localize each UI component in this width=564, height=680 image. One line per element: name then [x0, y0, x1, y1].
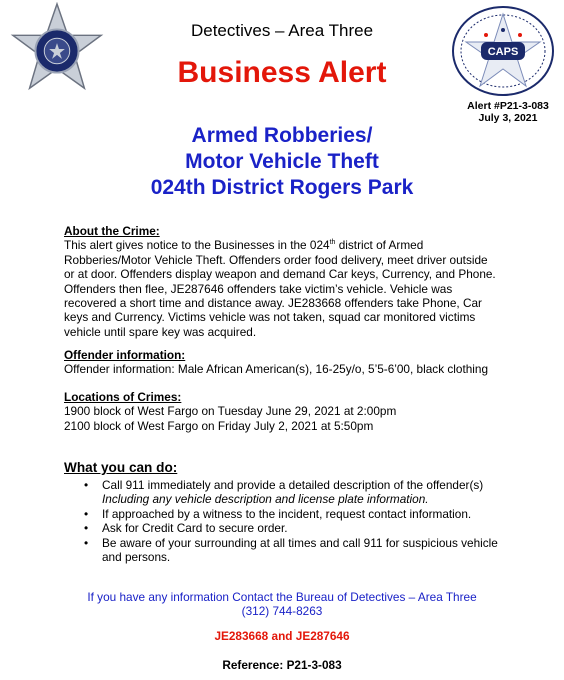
case-numbers: JE283668 and JE287646 — [214, 629, 350, 643]
advice-item: • Ask for Credit Card to secure order. — [84, 521, 288, 536]
reference-number: Reference: P21-3-083 — [222, 658, 342, 672]
bullet-icon: • — [84, 521, 89, 536]
headline — [0, 123, 564, 201]
section-heading: Offender information: — [64, 348, 186, 362]
location-item: 1900 block of West Fargo on Tuesday June 29, 2021 at 2:00pm — [64, 404, 397, 419]
headline-line: Armed Robberies/ — [191, 124, 373, 147]
advice-item: • If approached by a witness to the incident, request contact information. — [84, 506, 472, 521]
contact-line: If you have any information Contact the Bureau of Detectives – Area Three — [87, 590, 477, 604]
offender-section — [64, 348, 544, 377]
headline-line: 024th District Rogers Park — [150, 176, 414, 199]
crime-line: vehicle until spare key was acquired. — [64, 324, 257, 339]
crime-line: or at door. Offenders display weapon and demand Car keys, Currency, and Phone. — [64, 267, 496, 282]
crime-line: Robberies/Motor Vehicle Theft. Offenders order food delivery, meet driver outside — [64, 252, 488, 267]
advice-item: • Call 911 immediately and provide a detailed description of the offender(s) Including any vehicle description and license plate information. — [102, 478, 534, 507]
alert-number: Alert #P21-3-083 — [467, 100, 549, 112]
alert-title: Business Alert — [177, 56, 387, 89]
crime-line: recovered a short time and distance away. JE283668 offenders take Phone, Car — [64, 296, 482, 311]
svg-text:CAPS: CAPS — [487, 46, 519, 58]
advice-list — [64, 478, 534, 564]
contact-info — [0, 590, 564, 619]
crime-section — [64, 224, 544, 339]
location-item: 2100 block of West Fargo on Friday July 2, 2021 at 5:50pm — [64, 418, 374, 433]
bullet-icon: • — [84, 535, 89, 550]
advice-item: • Be aware of your surrounding at all times and call 911 for suspicious vehicle and persons. — [84, 535, 498, 565]
unit-title: Detectives – Area Three — [190, 21, 374, 40]
crime-line: This alert gives notice to the Businesses in the 024th district of Armed — [64, 238, 424, 253]
crime-line: keys and Currency. Victims vehicle was not taken, squad car monitored victims — [64, 310, 476, 325]
alert-date: July 3, 2021 — [478, 112, 538, 124]
bullet-icon: • — [84, 478, 89, 492]
locations-section — [64, 390, 544, 433]
alert-meta — [456, 100, 560, 124]
section-heading: About the Crime: — [64, 224, 160, 238]
section-heading: Locations of Crimes: — [64, 390, 182, 404]
advice-note: Including any vehicle description and license plate information. — [102, 492, 429, 507]
bullet-icon: • — [84, 506, 89, 521]
crime-line: Offenders then flee, JE287646 offenders take victim’s vehicle. Vehicle was — [64, 281, 453, 296]
headline-line: Motor Vehicle Theft — [185, 150, 379, 173]
offender-text: Offender information: Male African American(s), 16-25y/o, 5’5-6’00, black clothing — [64, 362, 489, 377]
what-you-can-do-section — [64, 459, 534, 564]
contact-phone: (312) 744-8263 — [241, 604, 323, 619]
section-heading: What you can do: — [64, 460, 178, 475]
